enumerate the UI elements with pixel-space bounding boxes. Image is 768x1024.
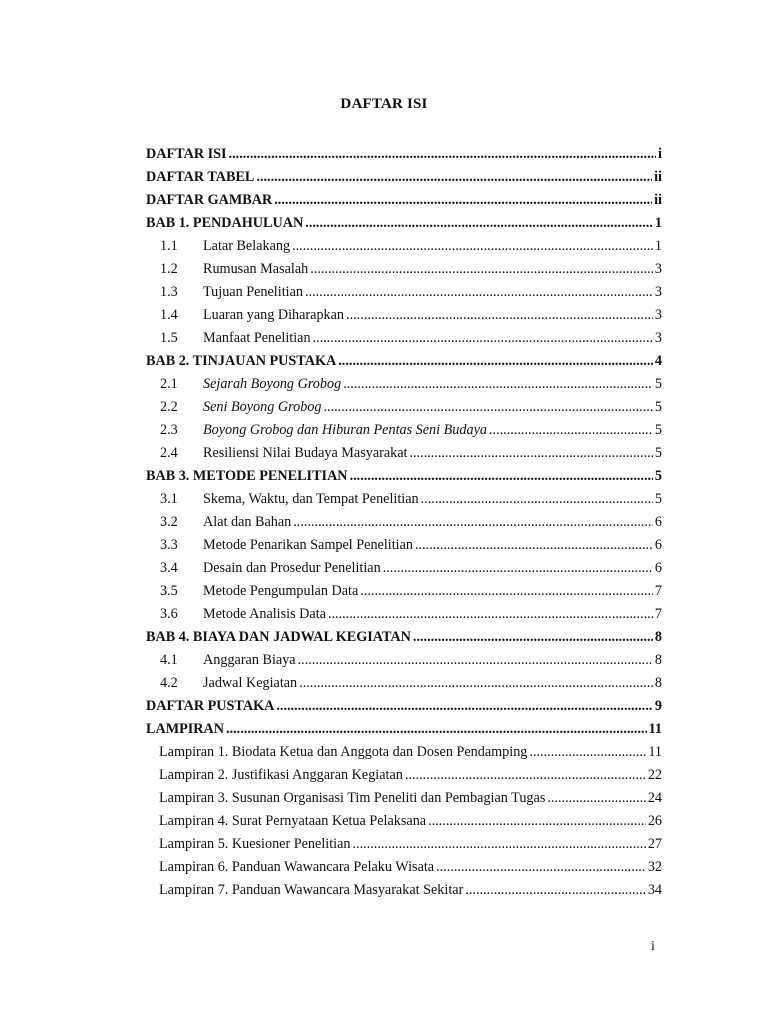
toc-entry-label: Tujuan Penelitian xyxy=(203,284,303,300)
toc-entry-number: 3.2 xyxy=(160,514,178,530)
toc-entry-number: 2.2 xyxy=(160,399,178,415)
toc-entry-page: 34 xyxy=(647,882,662,898)
toc-entry-chapter xyxy=(146,695,662,718)
dot-leader xyxy=(428,810,646,833)
toc-entry-number: 3.6 xyxy=(160,606,178,622)
toc-entry-page: 7 xyxy=(654,606,662,622)
toc-entry-number: 1.4 xyxy=(160,307,178,323)
toc-entry-label: Latar Belakang xyxy=(203,238,291,254)
toc-entry-page: 8 xyxy=(654,652,662,668)
dot-leader xyxy=(547,787,645,810)
toc-entry-page: 22 xyxy=(647,767,662,783)
toc-entry-chapter xyxy=(146,350,662,373)
toc-entry-label: Metode Analisis Data xyxy=(203,606,326,622)
toc-entry-label: BAB 3. METODE PENELITIAN xyxy=(146,468,348,484)
toc-entry-label: LAMPIRAN xyxy=(146,721,225,737)
toc-entry-page: 6 xyxy=(654,537,662,553)
toc-entry-chapter xyxy=(146,465,662,488)
toc-entry-label: Boyong Grobog dan Hiburan Pentas Seni Budaya xyxy=(203,422,487,438)
toc-entry-chapter xyxy=(146,718,662,741)
toc-entry-page: 3 xyxy=(654,330,662,346)
toc-entry-section xyxy=(146,672,662,695)
toc-entry-label: Lampiran 2. Justifikasi Anggaran Kegiatan xyxy=(159,767,403,783)
toc-entry-page: 24 xyxy=(647,790,662,806)
toc-entry-section xyxy=(146,580,662,603)
toc-entry-number: 4.2 xyxy=(160,675,178,691)
toc-entry-chapter xyxy=(146,166,662,189)
toc-entry-section xyxy=(146,488,662,511)
toc-entry-page: 8 xyxy=(654,629,662,645)
dot-leader xyxy=(293,511,653,534)
toc-entry-page: 11 xyxy=(648,721,662,737)
toc-entry-label: BAB 2. TINJAUAN PUSTAKA xyxy=(146,353,337,369)
toc-entry-number: 3.5 xyxy=(160,583,178,599)
toc-entry-number: 4.1 xyxy=(160,652,178,668)
dot-leader xyxy=(338,350,653,373)
toc-entry-appendix xyxy=(146,856,662,879)
toc-entry-section xyxy=(146,534,662,557)
dot-leader xyxy=(328,603,653,626)
dot-leader xyxy=(323,396,652,419)
toc-entry-page: 5 xyxy=(654,445,662,461)
toc-entry-appendix xyxy=(146,741,662,764)
toc-entry-appendix xyxy=(146,879,662,902)
dot-leader xyxy=(305,281,653,304)
toc-entry-section xyxy=(146,235,662,258)
toc-entry-section xyxy=(146,603,662,626)
toc-entry-label: Skema, Waktu, dan Tempat Penelitian xyxy=(203,491,419,507)
dot-leader xyxy=(305,212,653,235)
toc-entry-page: i xyxy=(658,146,662,162)
toc-entry-appendix xyxy=(146,833,662,856)
toc-entry-page: 3 xyxy=(654,284,662,300)
toc-entry-page: 5 xyxy=(654,491,662,507)
toc-entry-label: DAFTAR TABEL xyxy=(146,169,255,185)
dot-leader xyxy=(352,833,645,856)
toc-entry-label: Lampiran 7. Panduan Wawancara Masyarakat Sekitar xyxy=(159,882,464,898)
dot-leader xyxy=(405,764,646,787)
toc-entry-page: 1 xyxy=(654,238,662,254)
toc-entry-section xyxy=(146,327,662,350)
toc-entry-number: 3.3 xyxy=(160,537,178,553)
toc-entry-number: 3.4 xyxy=(160,560,178,576)
toc-entry-page: 9 xyxy=(654,698,662,714)
table-of-contents xyxy=(146,143,662,902)
dot-leader xyxy=(256,166,652,189)
toc-entry-chapter xyxy=(146,626,662,649)
toc-entry-number: 2.3 xyxy=(160,422,178,438)
toc-entry-label: Metode Penarikan Sampel Penelitian xyxy=(203,537,413,553)
toc-entry-label: Luaran yang Diharapkan xyxy=(203,307,345,323)
toc-entry-page: 6 xyxy=(654,514,662,530)
toc-entry-label: Rumusan Masalah xyxy=(203,261,309,277)
toc-entry-page: 4 xyxy=(654,353,662,369)
toc-entry-page: 8 xyxy=(654,675,662,691)
toc-entry-label: BAB 4. BIAYA DAN JADWAL KEGIATAN xyxy=(146,629,411,645)
toc-entry-label: Alat dan Bahan xyxy=(203,514,292,530)
toc-entry-page: 27 xyxy=(647,836,662,852)
toc-entry-page: 5 xyxy=(654,422,662,438)
toc-entry-label: Lampiran 3. Susunan Organisasi Tim Peneliti dan Pembagian Tugas xyxy=(159,790,546,806)
toc-entry-number: 3.1 xyxy=(160,491,178,507)
toc-entry-page: 5 xyxy=(654,376,662,392)
dot-leader xyxy=(276,695,653,718)
toc-entry-section xyxy=(146,373,662,396)
toc-entry-label: DAFTAR GAMBAR xyxy=(146,192,273,208)
dot-leader xyxy=(413,626,653,649)
toc-entry-chapter xyxy=(146,212,662,235)
toc-entry-section xyxy=(146,557,662,580)
dot-leader xyxy=(415,534,653,557)
toc-entry-page: ii xyxy=(654,192,662,208)
toc-entry-section xyxy=(146,442,662,465)
dot-leader xyxy=(313,327,653,350)
dot-leader xyxy=(436,856,646,879)
page-number: i xyxy=(651,939,655,954)
toc-entry-label: DAFTAR ISI xyxy=(146,146,227,162)
toc-entry-chapter xyxy=(146,189,662,212)
dot-leader xyxy=(383,557,653,580)
dot-leader xyxy=(274,189,652,212)
toc-entry-number: 2.4 xyxy=(160,445,178,461)
toc-entry-number: 1.3 xyxy=(160,284,178,300)
dot-leader xyxy=(292,235,653,258)
dot-leader xyxy=(360,580,653,603)
toc-entry-label: Desain dan Prosedur Penelitian xyxy=(203,560,381,576)
toc-entry-label: Lampiran 1. Biodata Ketua dan Anggota dan Dosen Pendamping xyxy=(159,744,528,760)
toc-entry-page: 7 xyxy=(654,583,662,599)
toc-entry-page: 1 xyxy=(654,215,662,231)
toc-entry-section xyxy=(146,281,662,304)
toc-entry-label: Lampiran 5. Kuesioner Penelitian xyxy=(159,836,351,852)
dot-leader xyxy=(298,649,653,672)
toc-entry-section xyxy=(146,396,662,419)
dot-leader xyxy=(229,143,657,166)
toc-entry-number: 1.5 xyxy=(160,330,178,346)
toc-entry-appendix xyxy=(146,810,662,833)
toc-entry-label: BAB 1. PENDAHULUAN xyxy=(146,215,304,231)
toc-entry-label: Sejarah Boyong Grobog xyxy=(203,376,342,392)
dot-leader xyxy=(350,465,653,488)
toc-entry-number: 1.1 xyxy=(160,238,178,254)
toc-entry-section xyxy=(146,511,662,534)
toc-entry-page: 3 xyxy=(654,307,662,323)
toc-entry-section xyxy=(146,258,662,281)
dot-leader xyxy=(421,488,653,511)
toc-entry-page: 5 xyxy=(654,399,662,415)
toc-entry-label: Metode Pengumpulan Data xyxy=(203,583,359,599)
toc-entry-page: 11 xyxy=(648,744,662,760)
toc-entry-section xyxy=(146,649,662,672)
toc-entry-section xyxy=(146,304,662,327)
dot-leader xyxy=(346,304,653,327)
toc-entry-page: 32 xyxy=(647,859,662,875)
toc-entry-page: 6 xyxy=(654,560,662,576)
toc-entry-appendix xyxy=(146,787,662,810)
toc-entry-appendix xyxy=(146,764,662,787)
toc-entry-label: Seni Boyong Grobog xyxy=(203,399,322,415)
dot-leader xyxy=(529,741,646,764)
toc-entry-label: Lampiran 4. Surat Pernyataan Ketua Pelaksana xyxy=(159,813,427,829)
toc-entry-page: ii xyxy=(654,169,662,185)
dot-leader xyxy=(489,419,653,442)
dot-leader xyxy=(226,718,647,741)
toc-entry-section xyxy=(146,419,662,442)
dot-leader xyxy=(465,879,646,902)
toc-entry-chapter xyxy=(146,143,662,166)
toc-entry-page: 26 xyxy=(647,813,662,829)
page-title: DAFTAR ISI xyxy=(340,96,428,112)
dot-leader xyxy=(299,672,653,695)
toc-entry-label: DAFTAR PUSTAKA xyxy=(146,698,275,714)
toc-entry-page: 3 xyxy=(654,261,662,277)
toc-entry-number: 2.1 xyxy=(160,376,178,392)
dot-leader xyxy=(410,442,653,465)
toc-entry-label: Anggaran Biaya xyxy=(203,652,296,668)
toc-entry-label: Lampiran 6. Panduan Wawancara Pelaku Wisata xyxy=(159,859,435,875)
dot-leader xyxy=(343,373,653,396)
toc-entry-label: Jadwal Kegiatan xyxy=(203,675,298,691)
toc-entry-number: 1.2 xyxy=(160,261,178,277)
toc-entry-label: Manfaat Penelitian xyxy=(203,330,311,346)
dot-leader xyxy=(310,258,653,281)
toc-entry-page: 5 xyxy=(654,468,662,484)
toc-entry-label: Resiliensi Nilai Budaya Masyarakat xyxy=(203,445,408,461)
